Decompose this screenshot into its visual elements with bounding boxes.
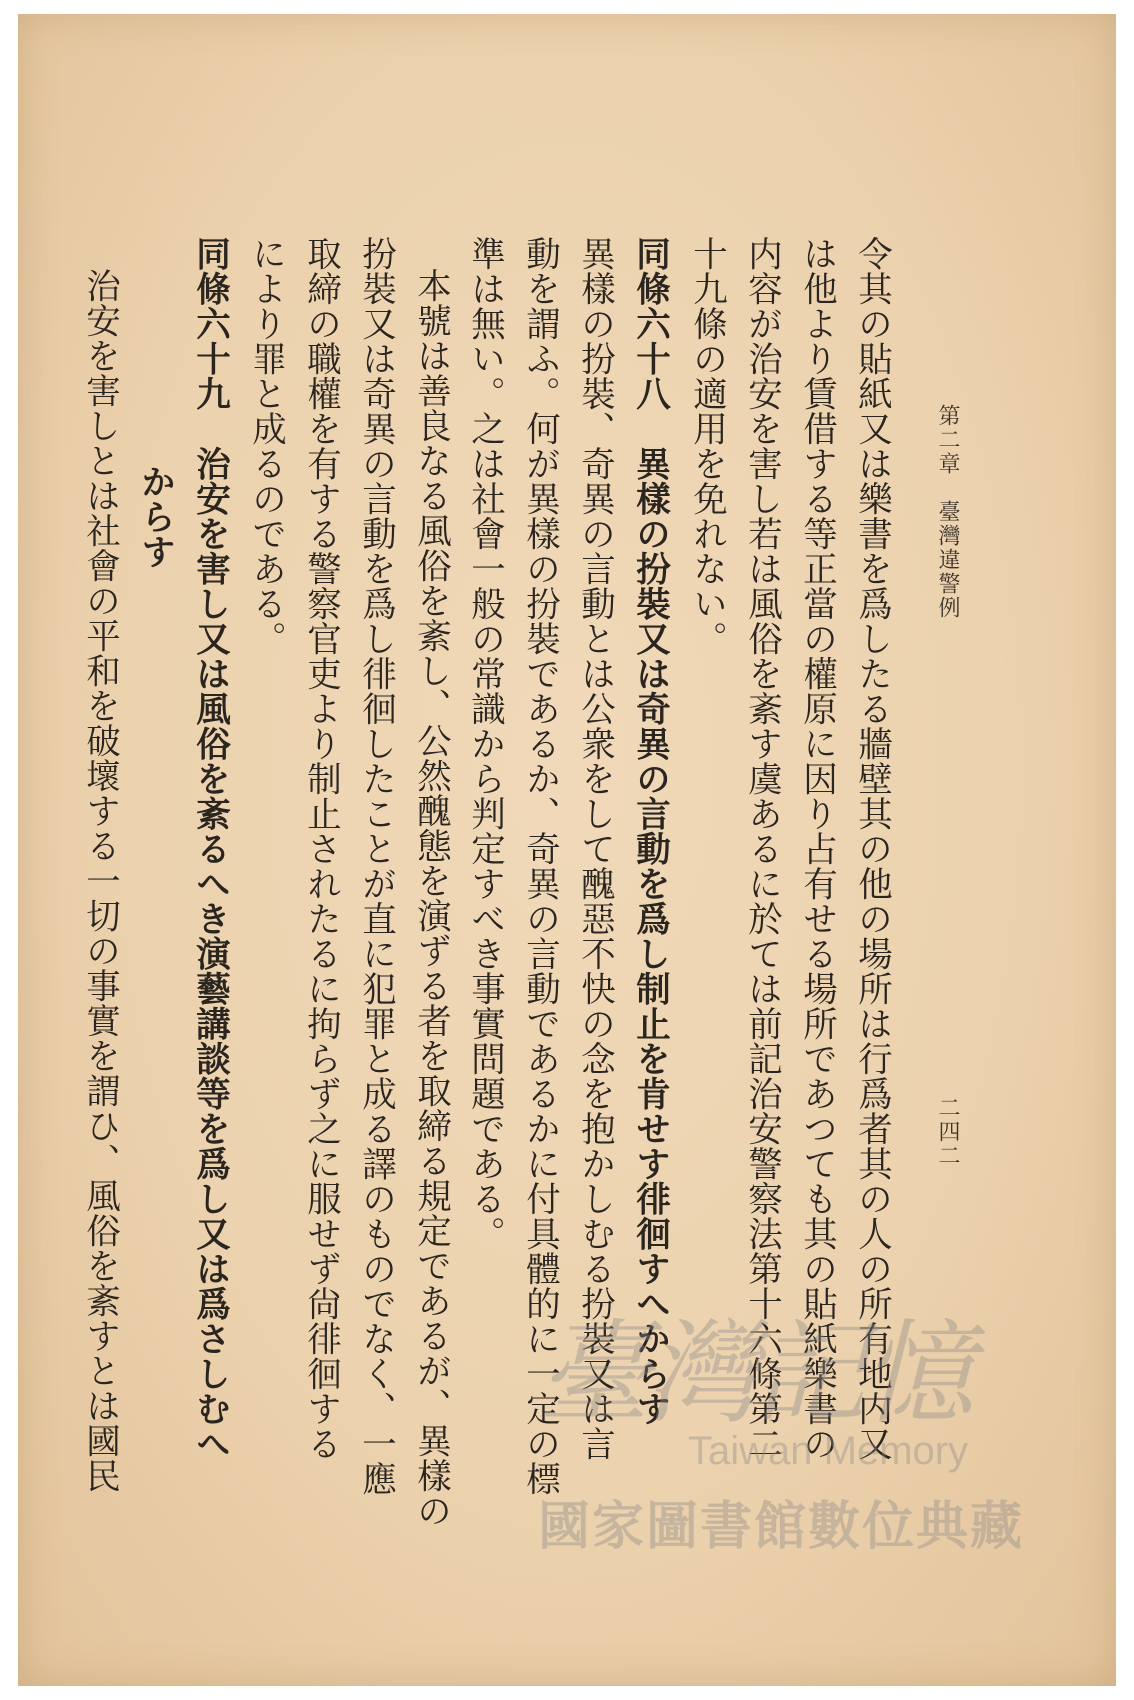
watermark-calligraphy: 臺灣記憶: [538, 1309, 970, 1439]
text-column: 異樣の扮裝、奇異の言動とは公衆をして醜惡不快の念を抱かしむる扮裝又は言: [574, 236, 615, 1461]
text-column: により罪と成るのである。: [245, 236, 286, 656]
text-column: 動を謂ふ。何が異樣の扮裝であるか、奇異の言動であるかに付具體的に一定の標: [519, 236, 560, 1496]
watermark-logo: [538, 1284, 1058, 1584]
text-column: 取締の職權を有する警察官吏より制止されたるに拘らず之に服せず尙徘徊する: [300, 236, 341, 1461]
document-page: [18, 14, 1116, 1686]
article-heading: 同條六十九 治安を害し又は風俗を紊るへき演藝講談等を爲し又は爲さしむへ: [189, 236, 230, 1461]
text-column: 準は無い。之は社會一般の常識から判定すべき事實問題である。: [464, 236, 505, 1251]
text-column: 扮裝又は奇異の言動を爲し徘徊したことが直に犯罪と成る譯のものでなく、一應: [355, 236, 396, 1496]
text-column: 内容が治安を害し若は風俗を紊す虞あるに於ては前記治安警察法第十六條第二: [741, 236, 782, 1461]
chapter-header: 第二章 臺灣違警例: [935, 404, 960, 620]
page-number: 二四二: [935, 1096, 960, 1168]
watermark-chinese: 國家圖書館數位典藏: [538, 1497, 1025, 1557]
watermark-english: Taiwan Memory: [688, 1429, 969, 1473]
text-column: は他より賃借する等正當の權原に因り占有せる場所であつても其の貼紙樂書の: [796, 236, 837, 1461]
article-heading: 同條六十八 異樣の扮裝又は奇異の言動を爲し制止を肯せす徘徊すへからす: [629, 236, 670, 1426]
article-heading-continuation: からす: [134, 464, 175, 569]
text-column: 本號は善良なる風俗を紊し、公然醜態を演ずる者を取締る規定であるが、異樣の: [410, 268, 451, 1528]
text-column: 治安を害しとは社會の平和を破壞する一切の事實を謂ひ、風俗を紊すとは國民: [79, 268, 120, 1493]
text-column: 十九條の適用を免れない。: [686, 236, 727, 656]
text-column: 令其の貼紙又は樂書を爲したる牆壁其の他の場所は行爲者其の人の所有地内又: [851, 236, 892, 1461]
